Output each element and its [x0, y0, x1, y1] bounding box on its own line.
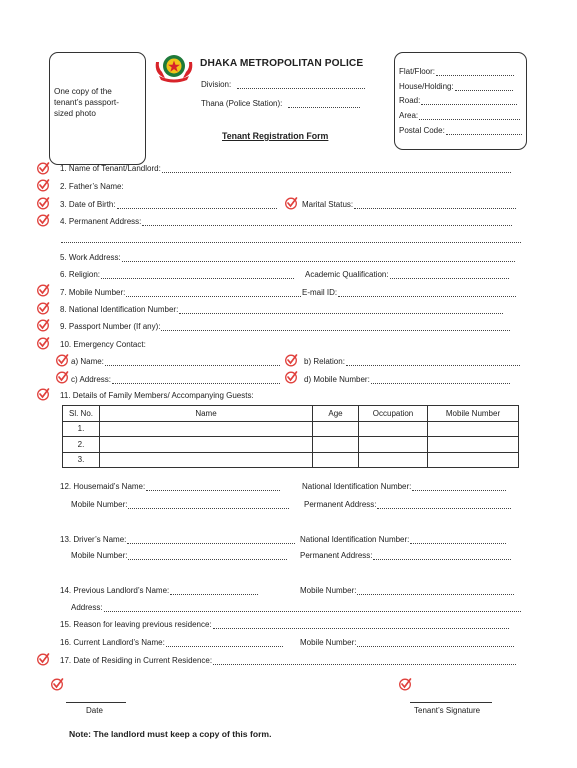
field-10b	[304, 357, 520, 366]
check-icon	[36, 196, 50, 210]
age-cell[interactable]	[313, 452, 359, 468]
age-cell[interactable]	[313, 421, 359, 437]
field-12-nid-line[interactable]	[412, 483, 506, 491]
field-3-line[interactable]	[117, 201, 277, 209]
check-icon	[50, 677, 64, 691]
field-1-line[interactable]	[162, 165, 511, 173]
field-12-address-label: Permanent Address:	[304, 500, 377, 509]
field-14	[60, 586, 258, 595]
occupation-cell[interactable]	[359, 437, 428, 453]
date-line[interactable]	[66, 702, 126, 703]
field-14-address	[71, 603, 521, 612]
field-10a	[71, 357, 280, 366]
field-12-address	[304, 500, 511, 509]
field-2-label: 2. Father’s Name:	[60, 182, 124, 191]
name-cell[interactable]	[100, 437, 313, 453]
postal-field	[399, 126, 522, 135]
name-cell[interactable]	[100, 421, 313, 437]
field-7-line[interactable]	[126, 289, 301, 297]
field-6	[60, 270, 294, 279]
landlord-note: Note: The landlord must keep a copy of this form.	[69, 729, 272, 739]
field-10a-label: a) Name:	[71, 357, 104, 366]
field-16-mobile	[300, 638, 514, 647]
field-12-address-line[interactable]	[377, 501, 511, 509]
row-number: 2.	[63, 437, 100, 453]
field-4-label: 4. Permanent Address:	[60, 217, 142, 226]
field-10-label: 10. Emergency Contact:	[60, 340, 146, 349]
field-10b-label: b) Relation:	[304, 357, 345, 366]
check-icon	[36, 161, 50, 175]
thana-line[interactable]	[288, 100, 360, 108]
field-6-line[interactable]	[101, 271, 294, 279]
table-row	[63, 421, 519, 437]
mobile-cell[interactable]	[428, 437, 519, 453]
check-icon	[284, 196, 298, 210]
field-12-line[interactable]	[146, 483, 280, 491]
thana-field	[201, 99, 360, 108]
check-icon	[36, 213, 50, 227]
field-14-label: 14. Previous Landlord’s Name:	[60, 586, 170, 595]
field-6-label: 6. Religion:	[60, 270, 101, 279]
road-field	[399, 96, 517, 105]
flat-label: Flat/Floor:	[399, 67, 436, 76]
field-17-label: 17. Date of Residing in Current Residence:	[60, 656, 213, 665]
flat-line[interactable]	[436, 68, 514, 76]
occupation-cell[interactable]	[359, 421, 428, 437]
field-12-label: 12. Housemaid’s Name:	[60, 482, 146, 491]
check-icon	[284, 353, 298, 367]
academic-field	[305, 270, 509, 279]
field-15-label: 15. Reason for leaving previous residence:	[60, 620, 212, 629]
check-icon	[36, 318, 50, 332]
field-13	[60, 535, 295, 544]
table-row	[63, 452, 519, 468]
table-row	[63, 437, 519, 453]
field-11	[60, 391, 254, 400]
field-10d	[304, 375, 510, 384]
academic-line[interactable]	[390, 271, 509, 279]
field-4-extra	[60, 235, 521, 243]
email-line[interactable]	[338, 289, 516, 297]
email-field	[302, 288, 516, 297]
check-icon	[36, 652, 50, 666]
check-icon	[55, 370, 69, 384]
form-title: Tenant Registration Form	[222, 131, 329, 141]
field-14-address-line[interactable]	[104, 604, 521, 612]
field-4-line-2[interactable]	[61, 235, 521, 243]
area-field	[399, 111, 520, 120]
field-4	[60, 217, 512, 226]
field-16-label: 16. Current Landlord’s Name:	[60, 638, 165, 647]
table-header-row	[63, 406, 519, 422]
field-1	[60, 164, 511, 173]
field-12-nid	[302, 482, 506, 491]
field-10c-label: c) Address:	[71, 375, 112, 384]
marital-line[interactable]	[354, 201, 516, 209]
field-16-line[interactable]	[166, 639, 283, 647]
field-14-address-label: Address:	[71, 603, 103, 612]
field-12-mobile	[71, 500, 289, 509]
field-15	[60, 620, 509, 629]
road-line[interactable]	[421, 97, 517, 105]
email-label: E-mail ID:	[302, 288, 338, 297]
academic-label: Academic Qualification:	[305, 270, 389, 279]
flat-field	[399, 67, 514, 76]
field-16	[60, 638, 283, 647]
field-10b-line[interactable]	[346, 358, 520, 366]
house-field	[399, 82, 513, 91]
col-mobile: Mobile Number	[428, 406, 519, 422]
field-1-label: 1. Name of Tenant/Landlord:	[60, 164, 161, 173]
field-5-line[interactable]	[122, 254, 515, 262]
field-10	[60, 340, 146, 349]
field-13-address-line[interactable]	[373, 552, 511, 560]
col-age: Age	[313, 406, 359, 422]
field-7-label: 7. Mobile Number:	[60, 288, 126, 297]
row-number: 3.	[63, 452, 100, 468]
name-cell[interactable]	[100, 452, 313, 468]
field-14-mobile-label: Mobile Number:	[300, 586, 357, 595]
check-icon	[36, 283, 50, 297]
area-label: Area:	[399, 111, 419, 120]
field-9	[60, 322, 510, 331]
field-13-address	[300, 551, 511, 560]
field-13-nid-line[interactable]	[410, 536, 506, 544]
division-label: Division:	[201, 80, 232, 89]
field-14-mobile	[300, 586, 514, 595]
field-10c-line[interactable]	[112, 376, 280, 384]
field-8-label: 8. National Identification Number:	[60, 305, 179, 314]
field-17-line[interactable]	[213, 657, 516, 665]
col-name: Name	[100, 406, 313, 422]
check-icon	[36, 387, 50, 401]
col-occupation: Occupation	[359, 406, 428, 422]
field-17	[60, 656, 516, 665]
postal-line[interactable]	[446, 127, 522, 135]
field-14-line[interactable]	[170, 587, 258, 595]
field-10a-line[interactable]	[105, 358, 280, 366]
dmp-logo-icon	[153, 52, 195, 84]
field-13-mobile-line[interactable]	[128, 552, 287, 560]
house-line[interactable]	[455, 83, 513, 91]
field-13-address-label: Permanent Address:	[300, 551, 373, 560]
field-10d-label: d) Mobile Number:	[304, 375, 370, 384]
field-5	[60, 253, 515, 262]
field-13-label: 13. Driver’s Name:	[60, 535, 127, 544]
check-icon	[55, 353, 69, 367]
field-10c	[71, 375, 280, 384]
field-9-line[interactable]	[161, 323, 510, 331]
field-12-mobile-label: Mobile Number:	[71, 500, 128, 509]
field-7	[60, 288, 301, 297]
occupation-cell[interactable]	[359, 452, 428, 468]
field-16-mobile-line[interactable]	[357, 639, 514, 647]
field-8	[60, 305, 503, 314]
field-9-label: 9. Passport Number (If any):	[60, 322, 161, 331]
road-label: Road:	[399, 96, 421, 105]
field-2	[60, 182, 124, 191]
house-label: House/Holding:	[399, 82, 454, 91]
signature-line[interactable]	[410, 702, 492, 703]
mobile-cell[interactable]	[428, 421, 519, 437]
field-13-nid-label: National Identification Number:	[300, 535, 410, 544]
field-15-line[interactable]	[213, 621, 509, 629]
col-sl: Sl. No.	[63, 406, 100, 422]
mobile-cell[interactable]	[428, 452, 519, 468]
marital-label: Marital Status:	[302, 200, 354, 209]
area-line[interactable]	[419, 112, 520, 120]
field-13-nid	[300, 535, 506, 544]
signature-label: Tenant’s Signature	[414, 706, 481, 715]
field-8-line[interactable]	[179, 306, 503, 314]
field-11-label: 11. Details of Family Members/ Accompanying Guests:	[60, 391, 254, 400]
field-10d-line[interactable]	[371, 376, 510, 384]
check-icon	[36, 301, 50, 315]
field-3-label: 3. Date of Birth:	[60, 200, 116, 209]
age-cell[interactable]	[313, 437, 359, 453]
check-icon	[284, 370, 298, 384]
family-table	[62, 405, 519, 468]
division-line[interactable]	[237, 81, 365, 89]
date-label: Date	[86, 706, 103, 715]
field-12	[60, 482, 280, 491]
photo-note: One copy of the tenant’s passport-sized photo	[54, 87, 119, 118]
field-16-mobile-label: Mobile Number:	[300, 638, 357, 647]
field-13-mobile	[71, 551, 287, 560]
check-icon	[36, 336, 50, 350]
field-14-mobile-line[interactable]	[357, 587, 514, 595]
field-13-mobile-label: Mobile Number:	[71, 551, 128, 560]
division-field	[201, 80, 365, 89]
org-title: DHAKA METROPOLITAN POLICE	[200, 58, 364, 69]
postal-label: Postal Code:	[399, 126, 445, 135]
check-icon	[398, 677, 412, 691]
field-3	[60, 200, 277, 209]
field-4-line[interactable]	[142, 218, 512, 226]
check-icon	[36, 178, 50, 192]
row-number: 1.	[63, 421, 100, 437]
field-12-mobile-line[interactable]	[128, 501, 289, 509]
field-13-line[interactable]	[127, 536, 295, 544]
marital-field	[302, 200, 516, 209]
field-12-nid-label: National Identification Number:	[302, 482, 412, 491]
field-5-label: 5. Work Address:	[60, 253, 121, 262]
thana-label: Thana (Police Station):	[201, 99, 283, 108]
